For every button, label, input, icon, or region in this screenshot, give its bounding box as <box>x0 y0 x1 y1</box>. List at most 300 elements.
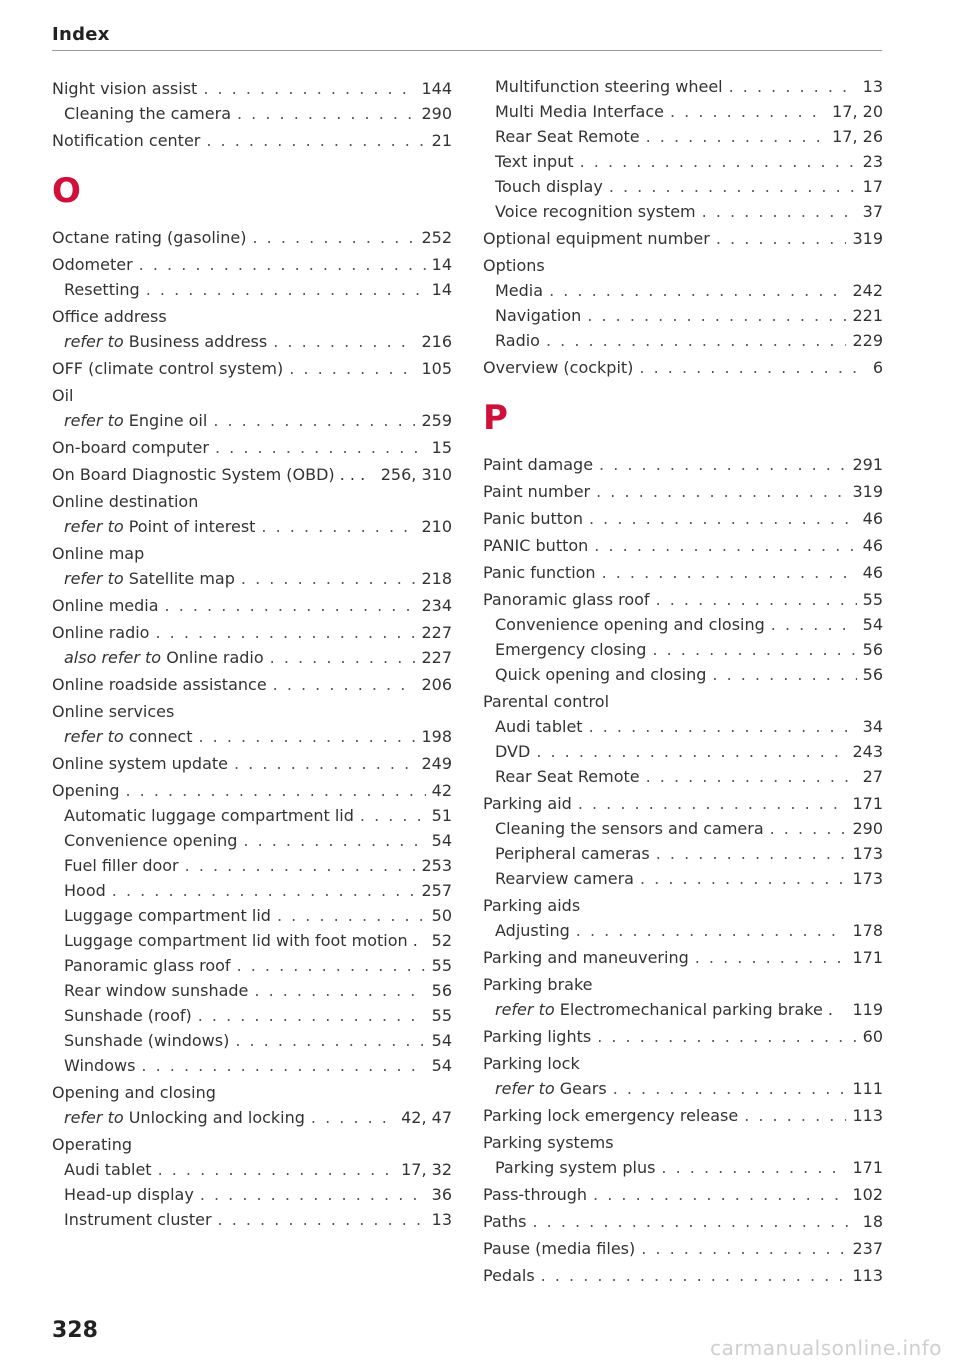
section-letter-o: O <box>52 171 81 211</box>
page-reference: 171 <box>852 948 883 967</box>
page-reference: 17 <box>862 177 883 196</box>
index-term <box>64 724 193 749</box>
dot-leader <box>206 128 425 153</box>
index-term <box>483 1051 580 1076</box>
index-subentry <box>52 828 452 853</box>
index-heading <box>483 1130 883 1155</box>
dot-leader <box>587 303 846 328</box>
index-entry <box>52 751 452 776</box>
dot-leader <box>656 841 847 866</box>
dot-leader <box>716 226 847 251</box>
index-term <box>483 1182 587 1207</box>
index-term <box>495 199 696 224</box>
page-reference: 37 <box>862 202 883 221</box>
page-reference: 13 <box>862 77 883 96</box>
dot-leader <box>237 953 426 978</box>
page-reference: 56 <box>431 981 452 1000</box>
dot-leader <box>609 174 857 199</box>
page-reference: 51 <box>431 806 452 825</box>
index-term-text: Paint damage <box>483 455 594 474</box>
index-term-text: Audi tablet <box>64 1160 152 1179</box>
index-term <box>495 174 603 199</box>
index-term-text: Pause (media files) <box>483 1239 636 1258</box>
page-reference: 60 <box>862 1027 883 1046</box>
index-subentry <box>483 278 883 303</box>
page-reference: 216 <box>421 332 452 351</box>
page-reference: 227 <box>421 623 452 642</box>
index-term <box>495 739 530 764</box>
index-heading <box>52 699 452 724</box>
index-subentry <box>52 1207 452 1232</box>
index-term <box>495 149 574 174</box>
index-subentry <box>483 174 883 199</box>
index-entry <box>52 435 452 460</box>
index-term <box>64 853 179 878</box>
page-reference: 46 <box>862 563 883 582</box>
index-entry <box>52 76 452 101</box>
index-term <box>64 828 237 853</box>
page-reference: 6 <box>872 358 883 377</box>
dot-leader <box>546 328 846 353</box>
index-term <box>64 101 231 126</box>
index-term-text: Paths <box>483 1212 527 1231</box>
index-subentry <box>52 1053 452 1078</box>
index-term <box>495 714 583 739</box>
index-term <box>52 1080 216 1105</box>
index-subentry <box>483 662 883 687</box>
index-term <box>495 866 634 891</box>
watermark: carmanualsonline.info <box>710 1336 942 1360</box>
dot-leader <box>235 1028 425 1053</box>
index-entry <box>52 593 452 618</box>
index-term-text: Sunshade (roof) <box>64 1006 192 1025</box>
page-reference: 171 <box>852 1158 883 1177</box>
index-entry <box>52 356 452 381</box>
page-reference: 55 <box>431 956 452 975</box>
dot-leader <box>702 199 857 224</box>
index-term <box>495 1076 607 1101</box>
index-term-text: On Board Diagnostic System (OBD) . . . <box>52 465 366 484</box>
dot-leader <box>289 356 415 381</box>
index-subentry <box>52 1028 452 1053</box>
index-subentry <box>483 739 883 764</box>
index-term <box>64 1105 305 1130</box>
dot-leader <box>241 566 416 591</box>
index-term <box>52 541 144 566</box>
index-term <box>64 329 267 354</box>
page-reference: 56 <box>862 665 883 684</box>
dot-leader <box>661 1155 846 1180</box>
index-subentry <box>52 566 452 591</box>
index-term-text: Online services <box>52 702 175 721</box>
page-reference: 14 <box>431 280 452 299</box>
dot-leader <box>254 978 425 1003</box>
index-term <box>483 1236 635 1261</box>
index-term-text: Hood <box>64 881 106 900</box>
index-term <box>52 778 119 803</box>
dot-leader <box>165 593 416 618</box>
page-reference: 113 <box>852 1106 883 1125</box>
index-term-text: On-board computer <box>52 438 209 457</box>
page-reference: 319 <box>852 482 883 501</box>
index-term-text: Engine oil <box>128 411 208 430</box>
cross-reference-prefix: also refer to <box>64 648 162 667</box>
index-term-text: Parking systems <box>483 1133 614 1152</box>
page-reference: 55 <box>431 1006 452 1025</box>
page-reference: 54 <box>431 1031 452 1050</box>
index-term-text: Parking system plus <box>495 1158 656 1177</box>
index-subentry <box>52 878 452 903</box>
dot-leader <box>576 918 847 943</box>
dot-leader <box>541 1263 847 1288</box>
dot-leader <box>261 514 415 539</box>
page-reference: 256, 310 <box>380 465 452 484</box>
dot-leader <box>599 452 846 477</box>
index-term <box>483 452 593 477</box>
index-term-text: Rearview camera <box>495 869 634 888</box>
page-reference: 218 <box>421 569 452 588</box>
page-reference: 221 <box>852 306 883 325</box>
index-term <box>52 751 228 776</box>
page-reference: 42 <box>431 781 452 800</box>
index-term-text: Rear Seat Remote <box>495 127 640 146</box>
index-subentry <box>52 408 452 433</box>
index-heading <box>483 972 883 997</box>
page-reference: 54 <box>431 831 452 850</box>
page-reference: 17, 32 <box>401 1160 452 1179</box>
index-term <box>495 303 581 328</box>
dot-leader <box>589 506 857 531</box>
dot-leader <box>640 866 846 891</box>
index-entry <box>483 452 883 477</box>
index-term <box>64 1053 135 1078</box>
page-title: Index <box>52 24 110 45</box>
page-reference: 144 <box>421 79 452 98</box>
index-heading <box>483 1051 883 1076</box>
index-term <box>52 1132 132 1157</box>
page-reference: 13 <box>431 1210 452 1229</box>
page-reference: 36 <box>431 1185 452 1204</box>
index-entry <box>483 479 883 504</box>
index-term-text: DVD <box>495 742 531 761</box>
index-entry <box>483 1103 883 1128</box>
dot-leader <box>596 479 846 504</box>
index-term <box>64 803 354 828</box>
dot-leader <box>199 724 416 749</box>
index-term-text: Touch display <box>495 177 603 196</box>
index-subentry <box>483 997 883 1022</box>
index-group <box>483 74 883 380</box>
dot-leader <box>771 612 857 637</box>
index-term-text: Options <box>483 256 545 275</box>
dot-leader <box>215 435 426 460</box>
index-subentry <box>52 1182 452 1207</box>
index-term-text: Electromechanical parking brake . <box>559 1000 833 1019</box>
page-reference: 237 <box>852 1239 883 1258</box>
index-term-text: Panoramic glass roof <box>64 956 231 975</box>
dot-leader <box>532 1209 856 1234</box>
page-reference: 18 <box>862 1212 883 1231</box>
index-term-text: Oil <box>52 386 74 405</box>
index-entry <box>52 778 452 803</box>
index-term <box>495 764 640 789</box>
index-term <box>483 506 583 531</box>
dot-leader <box>270 645 416 670</box>
page-reference: 206 <box>421 675 452 694</box>
index-term-text: PANIC button <box>483 536 589 555</box>
dot-leader <box>536 739 846 764</box>
page-reference: 198 <box>421 727 452 746</box>
dot-leader <box>273 672 416 697</box>
page-reference: 210 <box>421 517 452 536</box>
index-subentry <box>52 1105 452 1130</box>
index-term-text: Audi tablet <box>495 717 583 736</box>
index-term <box>495 1155 655 1180</box>
cross-reference-prefix: refer to <box>495 1000 555 1019</box>
index-term <box>52 356 283 381</box>
page-reference: 55 <box>862 590 883 609</box>
page-reference: 227 <box>421 648 452 667</box>
index-term <box>64 566 235 591</box>
index-subentry <box>52 724 452 749</box>
page-reference: 253 <box>421 856 452 875</box>
index-term-text: Online radio <box>52 623 150 642</box>
dot-leader <box>252 225 415 250</box>
page-reference: 113 <box>852 1266 883 1285</box>
index-term <box>52 699 174 724</box>
index-group <box>52 76 452 153</box>
dot-leader <box>146 277 426 302</box>
dot-leader <box>112 878 416 903</box>
index-term-text: Peripheral cameras <box>495 844 650 863</box>
index-subentry <box>483 764 883 789</box>
index-term-text: Multifunction steering wheel <box>495 77 723 96</box>
index-term <box>64 277 140 302</box>
index-heading <box>52 1132 452 1157</box>
dot-leader <box>646 764 857 789</box>
index-entry <box>52 252 452 277</box>
index-term <box>64 408 207 433</box>
index-term <box>495 124 640 149</box>
index-term <box>483 1263 535 1288</box>
page-reference: 252 <box>421 228 452 247</box>
section-letter-p: P <box>483 398 508 438</box>
cross-reference-prefix: refer to <box>64 517 124 536</box>
index-term <box>52 489 198 514</box>
page-reference: 290 <box>852 819 883 838</box>
index-term <box>52 128 200 153</box>
index-term <box>64 953 231 978</box>
index-term-text: Automatic luggage compartment lid <box>64 806 354 825</box>
index-term-text: Radio <box>495 331 540 350</box>
index-subentry <box>52 1003 452 1028</box>
index-term <box>52 435 209 460</box>
index-subentry <box>52 514 452 539</box>
index-term-text: Parental control <box>483 692 610 711</box>
header-divider <box>52 50 882 51</box>
index-term-text: Parking and maneuvering <box>483 948 689 967</box>
index-term <box>495 328 540 353</box>
index-heading <box>52 541 452 566</box>
index-term-text: Parking lock <box>483 1054 580 1073</box>
index-term <box>64 1157 152 1182</box>
index-subentry <box>52 903 452 928</box>
index-term-text: Navigation <box>495 306 582 325</box>
dot-leader <box>218 1207 426 1232</box>
index-term <box>64 514 255 539</box>
index-term-text: Rear Seat Remote <box>495 767 640 786</box>
page-reference: 242 <box>852 281 883 300</box>
page-reference: 105 <box>421 359 452 378</box>
index-term <box>64 928 418 953</box>
index-term-text: Parking lock emergency release <box>483 1106 739 1125</box>
index-subentry <box>52 853 452 878</box>
index-term <box>483 355 633 380</box>
index-term-text: Optional equipment number <box>483 229 710 248</box>
index-entry <box>483 1209 883 1234</box>
page-reference: 249 <box>421 754 452 773</box>
index-term <box>52 304 167 329</box>
index-term-text: Parking brake <box>483 975 593 994</box>
cross-reference-prefix: refer to <box>495 1079 555 1098</box>
index-term <box>483 945 689 970</box>
dot-leader <box>203 76 415 101</box>
index-subentry <box>483 866 883 891</box>
index-entry <box>483 945 883 970</box>
index-entry <box>483 226 883 251</box>
index-term-text: Head-up display <box>64 1185 194 1204</box>
index-term <box>483 226 710 251</box>
index-subentry <box>483 303 883 328</box>
index-term <box>64 1028 229 1053</box>
index-term-text: Voice recognition system <box>495 202 696 221</box>
page-reference: 54 <box>862 615 883 634</box>
index-term <box>495 99 664 124</box>
index-term <box>52 672 267 697</box>
index-heading <box>483 689 883 714</box>
index-term-text: Cleaning the camera <box>64 104 231 123</box>
index-entry <box>483 355 883 380</box>
index-term-text: Online media <box>52 596 159 615</box>
index-group <box>483 452 883 1288</box>
dot-leader <box>213 408 415 433</box>
index-entry <box>483 560 883 585</box>
index-term-text: Online roadside assistance <box>52 675 267 694</box>
index-term-text: Notification center <box>52 131 201 150</box>
dot-leader <box>198 1003 426 1028</box>
dot-leader <box>695 945 847 970</box>
page-reference: 54 <box>431 1056 452 1075</box>
index-term <box>64 978 248 1003</box>
index-term <box>495 74 723 99</box>
index-entry <box>483 1263 883 1288</box>
dot-leader <box>652 637 856 662</box>
dot-leader <box>744 1103 846 1128</box>
index-term <box>64 903 271 928</box>
dot-leader <box>641 1236 846 1261</box>
index-term <box>495 637 646 662</box>
index-term-text: Paint number <box>483 482 591 501</box>
index-subentry <box>483 199 883 224</box>
index-term-text: Luggage compartment lid with foot motion . <box>64 931 418 950</box>
index-term <box>495 662 706 687</box>
index-term-text: Unlocking and locking <box>128 1108 305 1127</box>
index-term-text: Multi Media Interface <box>495 102 664 121</box>
page-reference: 319 <box>852 229 883 248</box>
dot-leader <box>141 1053 425 1078</box>
dot-leader <box>237 101 415 126</box>
index-column-right <box>483 74 883 1288</box>
index-term-text: Convenience opening <box>64 831 238 850</box>
index-term-text: Cleaning the sensors and camera <box>495 819 764 838</box>
dot-leader <box>770 816 847 841</box>
index-term-text: Fuel filler door <box>64 856 179 875</box>
index-heading <box>52 489 452 514</box>
index-term-text: Windows <box>64 1056 136 1075</box>
dot-leader <box>578 791 847 816</box>
dot-leader <box>597 1024 856 1049</box>
dot-leader <box>125 778 425 803</box>
index-subentry <box>483 1076 883 1101</box>
page-reference: 17, 20 <box>832 102 883 121</box>
index-subentry <box>483 841 883 866</box>
dot-leader <box>277 903 426 928</box>
index-term-text: Parking aids <box>483 896 581 915</box>
index-term-text: OFF (climate control system) <box>52 359 284 378</box>
index-term <box>495 841 650 866</box>
index-term <box>483 587 650 612</box>
dot-leader <box>639 355 866 380</box>
index-term <box>52 252 133 277</box>
page-reference: 17, 26 <box>832 127 883 146</box>
page-reference: 56 <box>862 640 883 659</box>
dot-leader <box>593 1182 846 1207</box>
index-term-text: Business address <box>128 332 268 351</box>
index-entry <box>483 1024 883 1049</box>
cross-reference-prefix: refer to <box>64 569 124 588</box>
page-reference: 23 <box>862 152 883 171</box>
index-term-text: Luggage compartment lid <box>64 906 271 925</box>
index-entry <box>483 1182 883 1207</box>
dot-leader <box>712 662 856 687</box>
dot-leader <box>613 1076 847 1101</box>
index-term <box>483 893 580 918</box>
index-term-text: Office address <box>52 307 167 326</box>
index-term-text: Emergency closing <box>495 640 647 659</box>
index-entry <box>483 1236 883 1261</box>
dot-leader <box>139 252 426 277</box>
index-term-text: Point of interest <box>128 517 256 536</box>
dot-leader <box>155 620 415 645</box>
index-entry <box>483 791 883 816</box>
index-subentry <box>52 803 452 828</box>
index-term-text: Resetting <box>64 280 140 299</box>
index-entry <box>483 587 883 612</box>
page-reference: 14 <box>431 255 452 274</box>
index-entry <box>52 225 452 250</box>
index-term <box>52 225 246 250</box>
index-term-text: Online radio <box>166 648 264 667</box>
cross-reference-prefix: refer to <box>64 1108 124 1127</box>
index-term <box>64 878 106 903</box>
page-reference: 234 <box>421 596 452 615</box>
index-entry <box>52 620 452 645</box>
index-subentry <box>52 1157 452 1182</box>
page-reference: 15 <box>431 438 452 457</box>
index-subentry <box>483 918 883 943</box>
index-heading <box>483 893 883 918</box>
index-subentry <box>483 124 883 149</box>
